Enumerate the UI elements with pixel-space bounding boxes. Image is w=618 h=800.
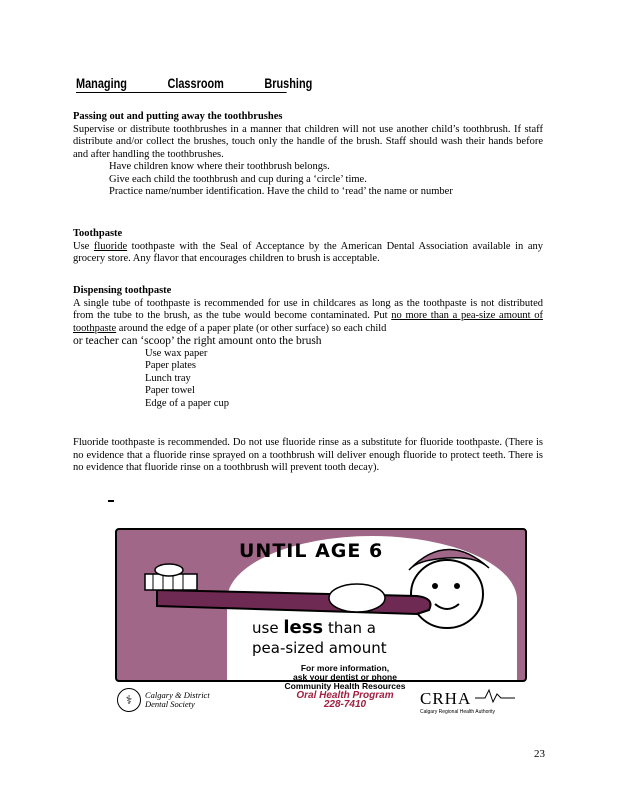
paragraph <box>73 298 543 336</box>
underlined-phrase: no more than a pea-size amount of toothpaste <box>73 310 543 334</box>
poster-message <box>252 618 387 658</box>
list-item: Edge of a paper cup <box>145 397 229 409</box>
heartbeat-icon <box>475 688 515 704</box>
poster-headline: UNTIL AGE 6 <box>239 540 384 562</box>
dash-mark <box>108 500 114 502</box>
poster-text: pea-sized amount <box>252 639 387 657</box>
underlined-term: fluoride <box>93 240 128 252</box>
list-item: Paper towel <box>145 385 195 396</box>
poster-emphasis: less <box>283 617 324 638</box>
title-word: Classroom <box>167 75 224 91</box>
paragraph <box>73 241 543 266</box>
list-item: Have children know where their toothbrush belongs. <box>109 161 330 172</box>
section-heading: Dispensing toothpaste <box>73 285 172 296</box>
logo-text: Calgary & District <box>145 690 210 700</box>
crha-logo <box>420 688 515 715</box>
poster-contact <box>255 664 435 709</box>
section-dispensing <box>73 285 543 410</box>
phone-number: 228-7410 <box>323 699 367 710</box>
poster-text: than a <box>327 619 376 637</box>
section-heading: Passing out and putting away the toothbrushes <box>73 111 283 122</box>
list-item: Paper plates <box>145 360 197 371</box>
text: A single tube of toothpaste is recommended for use in childcares as long as the toothpaste is not distributed from the tube to the brush, as the tube would become contaminated. Put <box>73 297 543 321</box>
contact-line: ask your dentist or phone <box>293 672 397 682</box>
section-passing <box>73 111 543 199</box>
list-item: Lunch tray <box>145 372 191 384</box>
program-name: Oral Health Program <box>296 690 394 701</box>
dental-society-logo <box>117 688 210 712</box>
title-word: Brushing <box>264 75 313 91</box>
list-item: Practice name/number identification. Have the child to ‘read’ the name or number <box>109 186 453 197</box>
poster-frame <box>115 528 527 682</box>
list-item: Give each child the toothbrush and cup during a ‘circle’ time. <box>109 173 367 185</box>
text: Use <box>73 240 94 252</box>
paragraph: Supervise or distribute toothbrushes in a manner that children will not use another child’s toothbrush. If staff distribute and/or collect the brushes, touch only the handle of the brush. Staff should wash their hands before and after handling the toothbrushes. <box>73 123 543 160</box>
contact-line: Community Health Resources <box>284 681 406 691</box>
paragraph: Fluoride toothpaste is recommended. Do not use fluoride rinse as a substitute for fluoride toothpaste. (There is no evidence that a fluoride rinse sprayed on a toothbrush will deliver enough fluoride to protect teeth. There is no evidence that fluoride rinse on a toothbrush will prevent tooth decay). <box>73 437 543 473</box>
page-title <box>76 75 313 93</box>
section-heading: Toothpaste <box>73 228 123 239</box>
text: around the edge of a paper plate (or other surface) so each child <box>116 322 387 334</box>
contact-line: For more information, <box>300 663 390 673</box>
page-number: 23 <box>534 748 545 760</box>
list-item: Use wax paper <box>145 347 208 359</box>
logo-text: CRHA <box>420 689 472 708</box>
section-fluoride <box>73 437 543 475</box>
paragraph-line: or teacher can ‘scoop’ the right amount onto the brush <box>73 335 322 347</box>
logo-subtext: Calgary Regional Health Authority <box>420 709 496 715</box>
poster-text: use <box>252 619 279 637</box>
section-toothpaste <box>73 228 543 266</box>
logo-text: Dental Society <box>145 699 195 709</box>
poster <box>115 528 525 720</box>
tooth-icon: ⚕ <box>117 688 141 712</box>
text: toothpaste with the Seal of Acceptance by the American Dental Association available in any grocery store. Any flavor that encourages children to brush is acceptable. <box>73 240 543 264</box>
title-word: Managing <box>76 75 127 91</box>
